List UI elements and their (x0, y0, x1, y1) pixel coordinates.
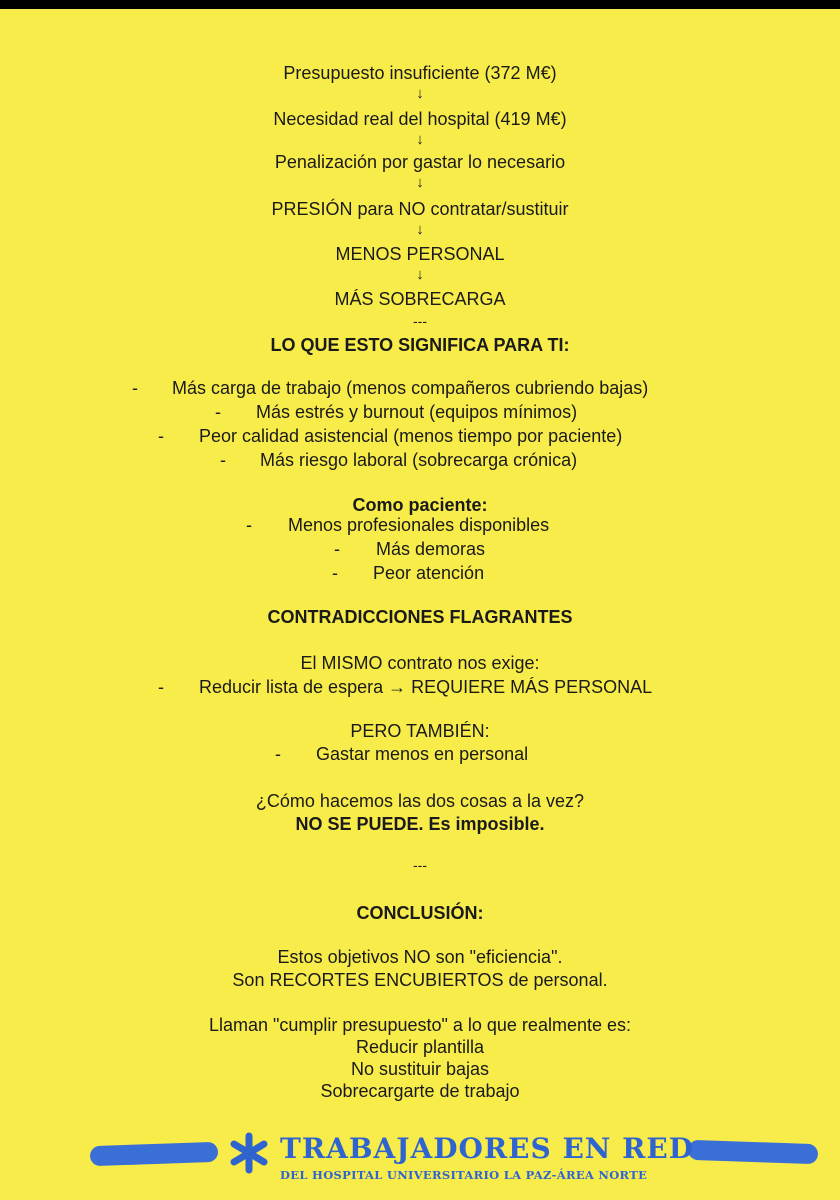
brand-title: TRABAJADORES EN RED (280, 1132, 695, 1165)
flow-step-4: PRESIÓN para NO contratar/sustituir (271, 199, 569, 219)
list-marker: - (246, 515, 252, 535)
down-arrow-icon: ↓ (416, 85, 424, 102)
contradictions-intro: El MISMO contrato nos exige: (300, 653, 540, 673)
contradictions-answer: NO SE PUEDE. Es imposible. (295, 814, 545, 834)
contradictions-but: PERO TAMBIÉN: (350, 721, 490, 741)
contradiction-item: Reducir lista de espera → REQUIERE MÁS PERSONAL (199, 677, 653, 697)
meaning-item: Más carga de trabajo (menos compañeros cubriendo bajas) (172, 378, 649, 398)
flow-step-6: MÁS SOBRECARGA (334, 289, 506, 309)
patient-item: Más demoras (376, 539, 486, 559)
list-marker: - (158, 677, 164, 697)
conclusion-heading: CONCLUSIÓN: (356, 903, 484, 923)
list-marker: - (220, 450, 226, 470)
conclusion-line: Llaman "cumplir presupuesto" a lo que realmente es: (208, 1015, 631, 1035)
conclusion-line: No sustituir bajas (350, 1059, 490, 1079)
flow-step-5: MENOS PERSONAL (335, 244, 505, 264)
meaning-item: Más riesgo laboral (sobrecarga crónica) (260, 450, 578, 470)
contradictions-heading: CONTRADICCIONES FLAGRANTES (267, 607, 573, 627)
list-marker: - (275, 744, 281, 764)
flow-step-2: Necesidad real del hospital (419 M€) (273, 109, 567, 129)
list-marker: - (158, 426, 164, 446)
contradictions-question: ¿Cómo hacemos las dos cosas a la vez? (255, 791, 585, 811)
down-arrow-icon: ↓ (416, 221, 424, 238)
asterisk-icon (228, 1132, 270, 1174)
flow-step-3: Penalización por gastar lo necesario (274, 152, 566, 172)
list-marker: - (332, 563, 338, 583)
meaning-heading: LO QUE ESTO SIGNIFICA PARA TI: (270, 335, 570, 355)
brush-stroke-right (688, 1140, 819, 1165)
conclusion-line: Reducir plantilla (355, 1037, 485, 1057)
down-arrow-icon: ↓ (416, 266, 424, 283)
patient-item: Menos profesionales disponibles (288, 515, 550, 535)
meaning-item: Peor calidad asistencial (menos tiempo por paciente) (199, 426, 623, 446)
down-arrow-icon: ↓ (416, 131, 424, 148)
conclusion-line: Estos objetivos NO son "eficiencia". (277, 947, 563, 967)
top-border (0, 0, 840, 9)
patient-item: Peor atención (373, 563, 485, 583)
list-marker: - (334, 539, 340, 559)
list-marker: - (132, 378, 138, 398)
patient-heading: Como paciente: (352, 495, 488, 515)
flow-step-1: Presupuesto insuficiente (372 M€) (283, 63, 557, 83)
down-arrow-icon: ↓ (416, 174, 424, 191)
conclusion-line: Son RECORTES ENCUBIERTOS de personal. (232, 970, 608, 990)
brand-subtitle: DEL HOSPITAL UNIVERSITARIO LA PAZ-ÁREA NORTE (280, 1168, 648, 1182)
contradiction-item: Gastar menos en personal (316, 744, 529, 764)
meaning-item: Más estrés y burnout (equipos mínimos) (256, 402, 578, 422)
brush-stroke-left (90, 1142, 219, 1166)
separator: --- (413, 857, 427, 873)
footer-brand (0, 1128, 840, 1200)
conclusion-line: Sobrecargarte de trabajo (320, 1081, 520, 1101)
list-marker: - (215, 402, 221, 422)
separator: --- (413, 313, 427, 329)
